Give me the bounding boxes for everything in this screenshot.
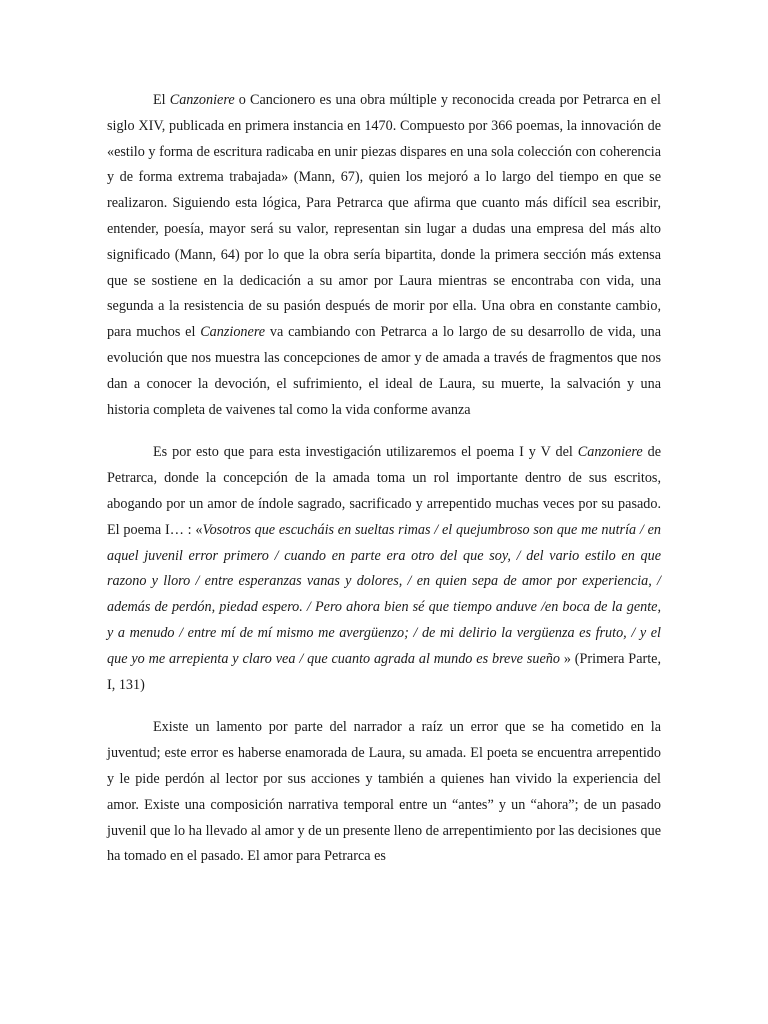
paragraph-1-segment-2: Canzoniere — [169, 92, 235, 108]
paragraph-1-segment-4: Canzionere — [200, 324, 266, 341]
paragraph-1 — [107, 88, 661, 423]
paragraph-2-segment-1: Es por esto que para esta investigación utilizaremos el poema I y V del — [153, 444, 578, 461]
paragraph-2-segment-4: Vosotros que escucháis en sueltas rimas / el quejumbroso son que me nutría / en aquel juvenil error primero / cuando en parte era otro del que soy, / del vario estilo en que razono y lloro / entre esperanzas vanas y dolores, / en quien sepa de amor por experiencia, / además de perdón, piedad espero. / Pero ahora bien sé que tiempo anduve /en boca de la gente, y a menudo / entre mí de mí mismo me avergüenzo; / de mi delirio la vergüenza es fruto, / y el que yo me arrepienta y claro vea / que cuanto agrada al mundo es breve sueño — [107, 521, 661, 667]
paragraph-3 — [107, 715, 661, 870]
paragraph-2-segment-5: » (Primera Parte, I, 131) — [107, 650, 661, 693]
paragraph-1-segment-5: va cambiando con Petrarca a lo largo de su desarrollo de vida, una evolución que nos muestra las concepciones de amor y de amada a través de fragmentos que nos dan a conocer la devoción, el sufrimiento, el ideal de Laura, su muerte, la salvación y una historia completa de vaivenes tal como la vida conforme avanza — [107, 324, 661, 418]
paragraph-2 — [107, 440, 661, 698]
paragraph-3-segment-1: Existe un lamento por parte del narrador a raíz un error que se ha cometido en la juventud; este error es haberse enamorada de Laura, su amada. El poeta se encuentra arrepentido y le pide perdón al lector por sus acciones y también a quienes han vivido la experiencia del amor. Existe una composición narrativa temporal entre un “antes” y un “ahora”; de un pasado juvenil que lo ha llevado al amor y de un presente lleno de arrepentimiento por las decisiones que ha tomado en el pasado. El amor para Petrarca es — [107, 719, 661, 865]
paragraph-1-segment-1: El — [153, 92, 170, 108]
paragraph-1-segment-3: o Cancionero es una obra múltiple y reconocida creada por Petrarca en el siglo XIV, publicada en primera instancia en 1470. Compuesto por 366 poemas, la innovación de «estilo y forma de escritura radicaba en unir piezas dispares en una sola colección con coherencia y de forma extrema trabajada» (Mann, 67), quien los mejoró a lo largo del tiempo en que se realizaron. Siguiendo esta lógica, Para Petrarca que afirma que cuanto más difícil sea escribir, entender, poesía, mayor será su valor, representan sin lugar a dudas una empresa del más alto significado (Mann, 64) por lo que la obra sería bipartita, donde la primera sección más extensa que se sostiene en la dedicación a su amor por Laura mientras se encontraba con vida, una segunda a la resistencia de su pasión después de morir por ella. Una obra en constante cambio, para muchos el — [107, 92, 661, 341]
paragraph-2-segment-2: Canzoniere — [577, 444, 643, 461]
paragraph-2-segment-3: de Petrarca, donde la concepción de la amada toma un rol importante dentro de sus escritos, abogando por un amor de índole sagrado, sacrificado y arrepentido muchas veces por su pasado. El poema I… : « — [107, 444, 661, 538]
document-body — [107, 88, 661, 870]
